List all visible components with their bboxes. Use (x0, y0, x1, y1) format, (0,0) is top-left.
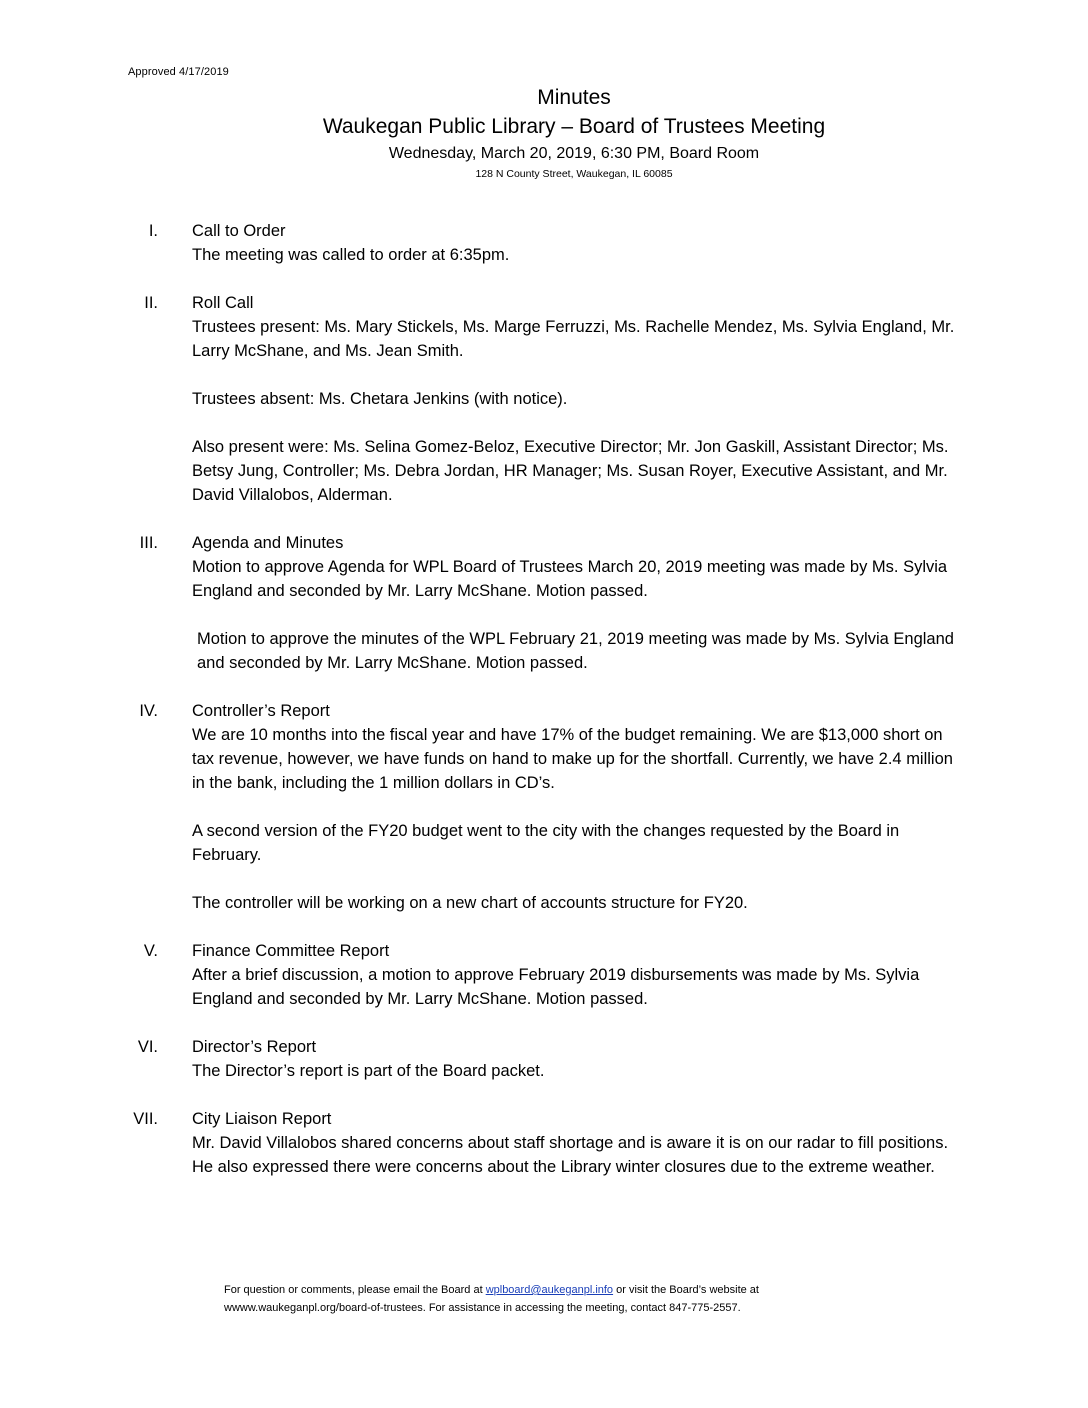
section-paragraph: After a brief discussion, a motion to approve February 2019 disbursements was made by Ms. Sylvia England and seconded by Mr. Larry McShane. Motion passed. (192, 966, 920, 1008)
board-email-link[interactable]: wplboard@aukeganpl.info (485, 1284, 614, 1296)
section-paragraph: We are 10 months into the fiscal year and have 17% of the budget remaining. We are $13,000 short on tax revenue, however, we have funds on hand to make up for the shortfall. Currently, we have 2.4 million in the bank, including the 1 million dollars in CD’s. (192, 726, 953, 792)
section-heading: City Liaison Report (192, 1110, 332, 1128)
page-footer (224, 1281, 904, 1317)
footer-text: or visit the Board’s website at (613, 1284, 759, 1296)
section-city-liaison-report (0, 1107, 1088, 1179)
section-numeral: II. (144, 294, 158, 312)
section-heading: Call to Order (192, 222, 286, 240)
footer-line-1 (224, 1281, 904, 1299)
footer-text: For question or comments, please email the Board at (224, 1284, 486, 1296)
section-directors-report (0, 1035, 1088, 1083)
approval-stamp: Approved 4/17/2019 (128, 66, 229, 78)
section-heading: Agenda and Minutes (192, 534, 344, 552)
section-controllers-report (0, 699, 1088, 915)
section-numeral: IV. (139, 702, 158, 720)
section-paragraph: Motion to approve the minutes of the WPL February 21, 2019 meeting was made by Ms. Sylvia England and seconded by Mr. Larry McShane. Motion passed. (197, 630, 954, 672)
section-numeral: V. (143, 942, 158, 960)
organization-title: Waukegan Public Library – Board of Trustees Meeting (322, 115, 826, 138)
footer-line-2: wwww.waukeganpl.org/board-of-trustees. For assistance in accessing the meeting, contact 847-775-2557. (224, 1302, 741, 1314)
section-paragraph: The Director’s report is part of the Board packet. (192, 1062, 545, 1080)
section-numeral: VI. (137, 1038, 158, 1056)
document-header (0, 84, 1088, 182)
section-paragraph: The controller will be working on a new chart of accounts structure for FY20. (192, 894, 748, 912)
section-paragraph: Trustees absent: Ms. Chetara Jenkins (with notice). (192, 390, 568, 408)
meeting-address: 128 N County Street, Waukegan, IL 60085 (475, 168, 673, 180)
document-title: Minutes (537, 86, 611, 109)
section-paragraph: Trustees present: Ms. Mary Stickels, Ms. Marge Ferruzzi, Ms. Rachelle Mendez, Ms. Sylvia England, Mr. Larry McShane, and Ms. Jean Smith. (192, 318, 955, 360)
section-call-to-order (0, 219, 1088, 267)
section-numeral: I. (148, 222, 158, 240)
section-paragraph: Also present were: Ms. Selina Gomez-Beloz, Executive Director; Mr. Jon Gaskill, Assistant Director; Ms. Betsy Jung, Controller; Ms. Debra Jordan, HR Manager; Ms. Susan Royer, Executive Assistant, and Mr. David Villalobos, Alderman. (192, 438, 949, 504)
section-numeral: III. (139, 534, 158, 552)
section-finance-committee-report (0, 939, 1088, 1011)
section-heading: Finance Committee Report (192, 942, 390, 960)
section-heading: Controller’s Report (192, 702, 330, 720)
section-paragraph: Motion to approve Agenda for WPL Board of Trustees March 20, 2019 meeting was made by Ms. Sylvia England and seconded by Mr. Larry McShane. Motion passed. (192, 558, 948, 600)
section-roll-call (0, 291, 1088, 507)
section-paragraph: Mr. David Villalobos shared concerns about staff shortage and is aware it is on our radar to fill positions. He also expressed there were concerns about the Library winter closures due to the extreme weather. (192, 1134, 949, 1176)
minutes-sections (0, 219, 1088, 1203)
meeting-datetime: Wednesday, March 20, 2019, 6:30 PM, Board Room (388, 145, 760, 162)
section-heading: Director’s Report (192, 1038, 317, 1056)
section-paragraph: The meeting was called to order at 6:35pm. (192, 246, 510, 264)
section-heading: Roll Call (192, 294, 254, 312)
section-numeral: VII. (133, 1110, 158, 1128)
section-paragraph: A second version of the FY20 budget went to the city with the changes requested by the Board in February. (192, 822, 900, 864)
section-agenda-and-minutes (0, 531, 1088, 675)
